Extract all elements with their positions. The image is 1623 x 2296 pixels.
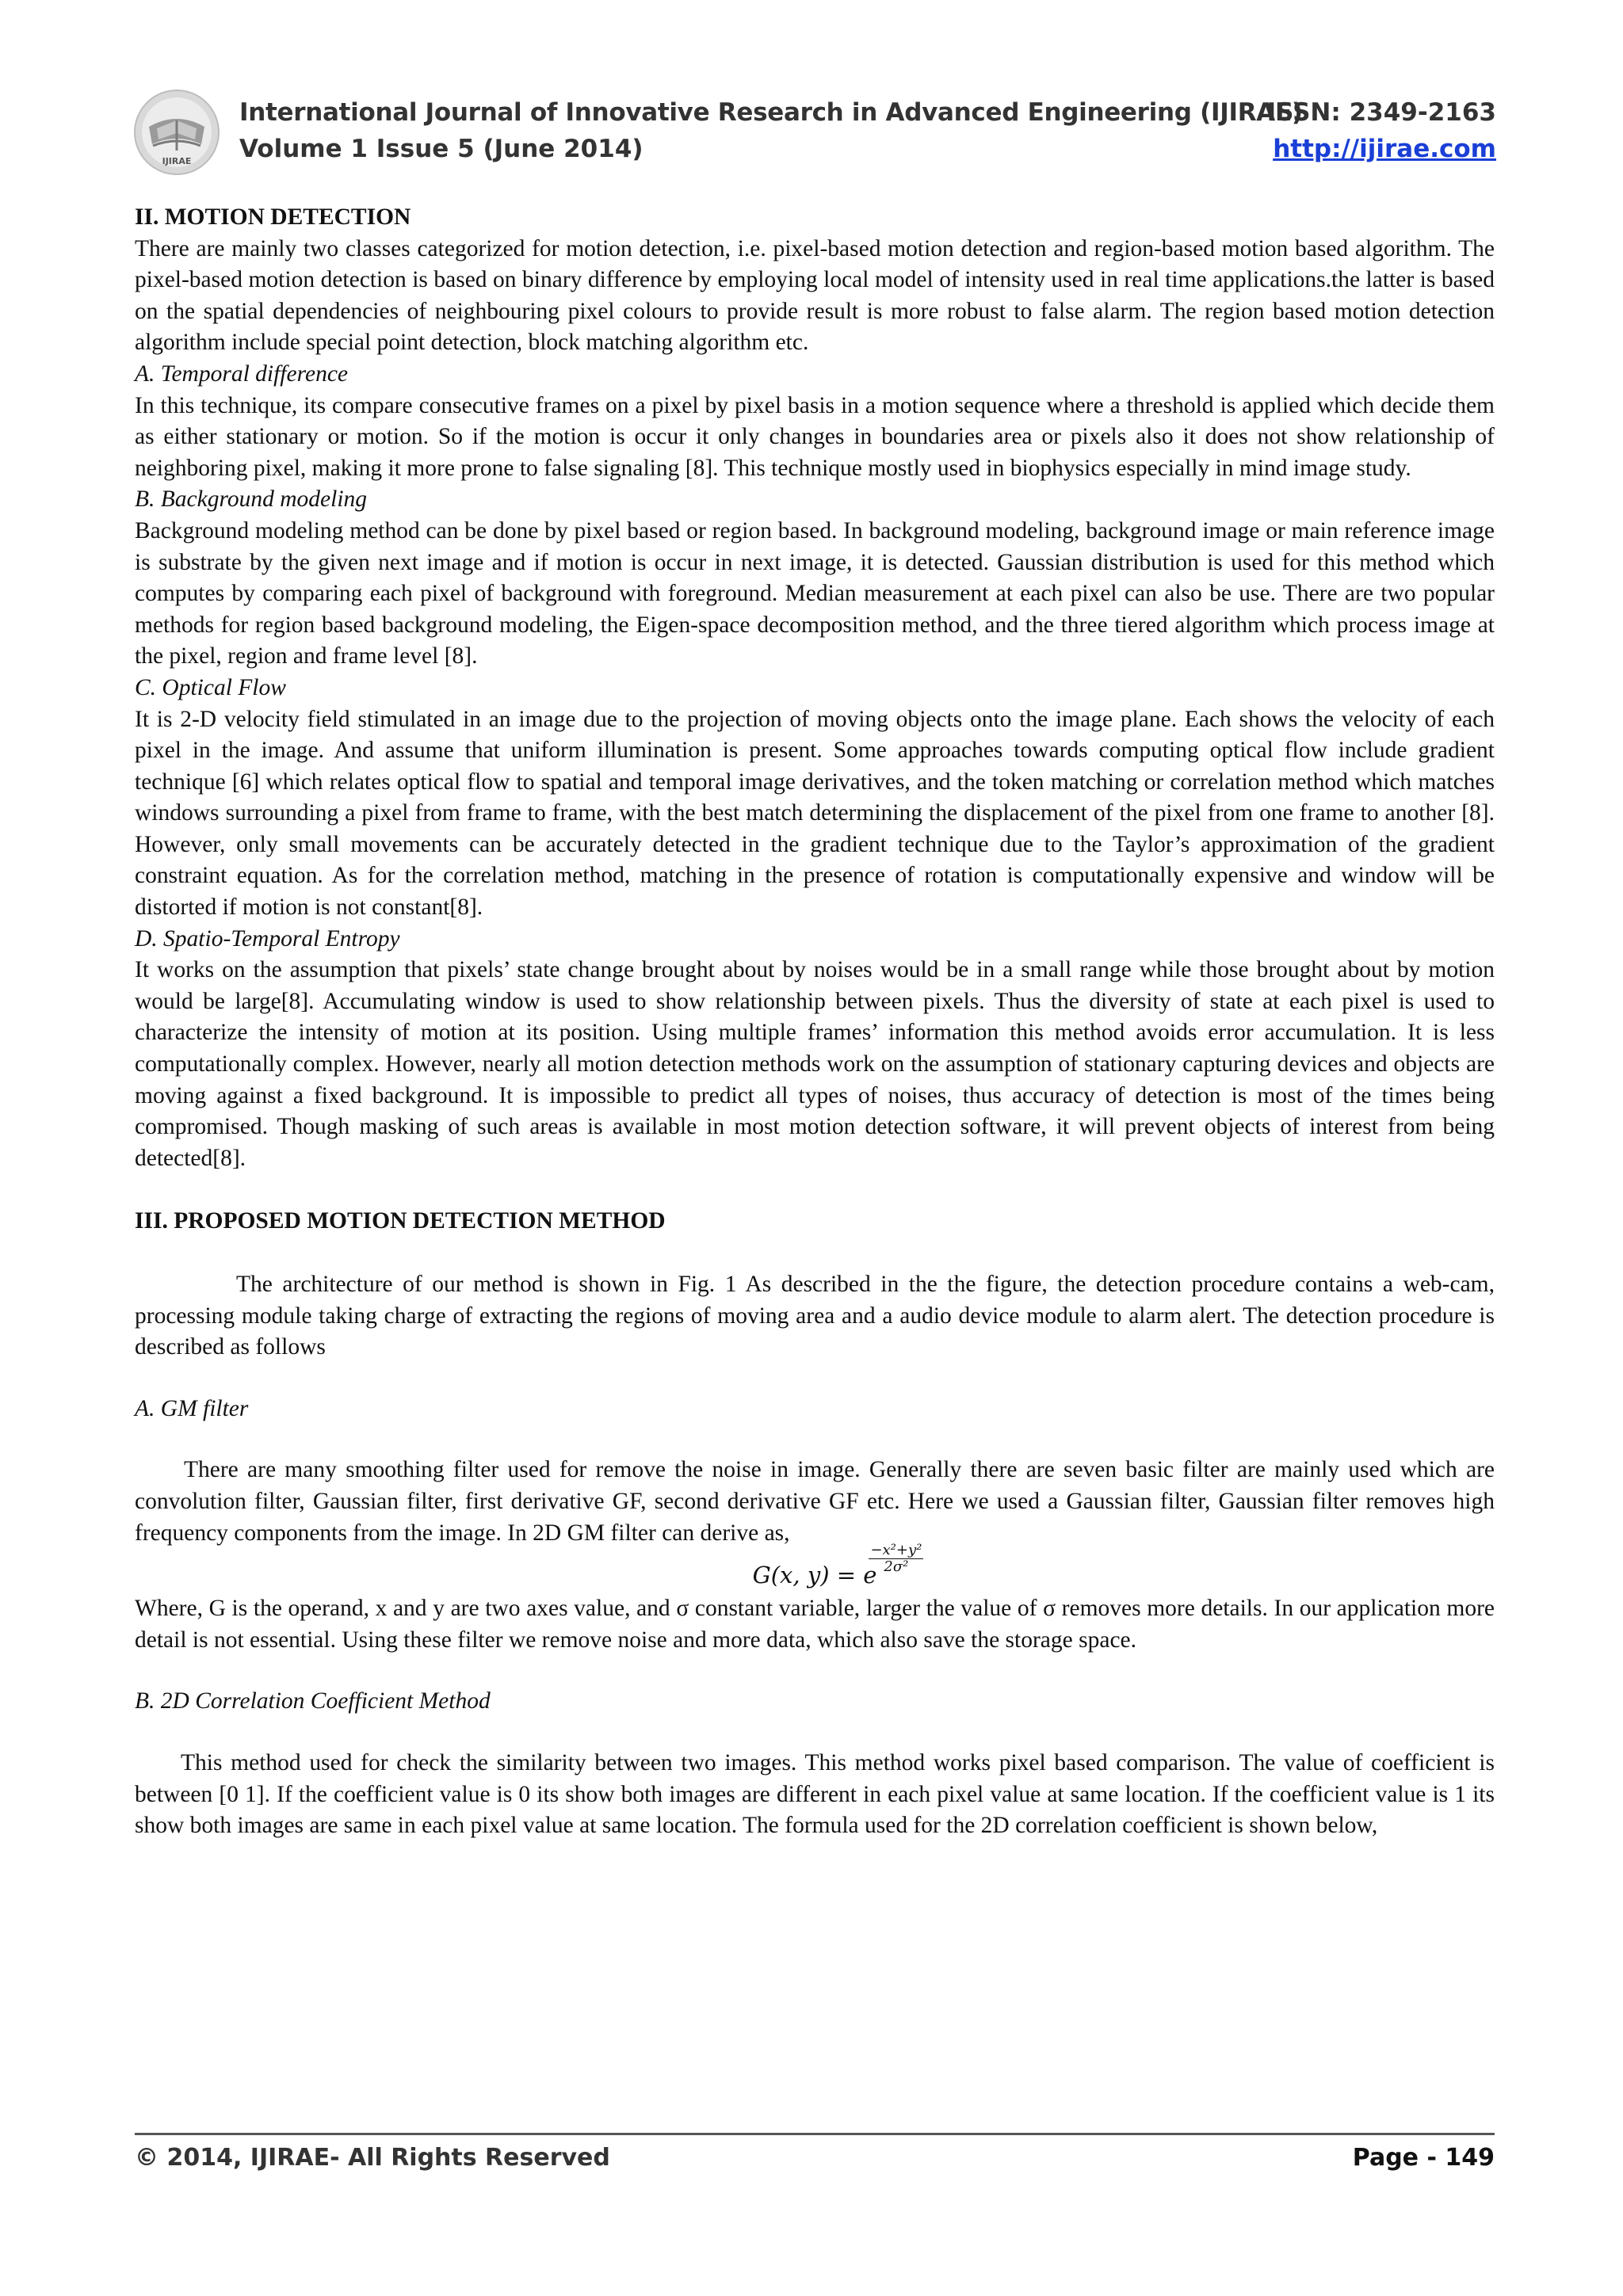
equation-exponent: $\frac{\text{−x²+y²}}{\text{2σ²}}$ bbox=[870, 1542, 922, 1576]
journal-link[interactable]: http://ijirae.com bbox=[1273, 135, 1496, 163]
paragraph-temporal-difference: In this technique, its compare consecutive frames on a pixel by pixel basis in a motion sequence where a threshold is applied which decide them as either stationary or motion. So if the motion is occur it only changes in boundaries area or pixels also it does not show relationship of neighboring pixel, making it more prone to false signaling [8]. This technique mostly used in biophysics especially in mind image study. bbox=[135, 392, 1495, 481]
paragraph-motion-detection-intro: There are mainly two classes categorized for motion detection, i.e. pixel-based motion detection and region-based motion based algorithm. The pixel-based motion detection is based on binary difference by employing local model of intensity used in real time applications.the latter is based on the spatial dependencies of neighbouring pixel colours to provide result is more robust to false alarm. The region based motion detection algorithm include special point detection, block matching algorithm etc. bbox=[135, 235, 1495, 356]
equation-base: G(x, y) = e bbox=[752, 1562, 877, 1589]
subheading-2d-correlation: B. 2D Correlation Coefficient Method bbox=[135, 1688, 491, 1714]
volume-issue: Volume 1 Issue 5 (June 2014) bbox=[239, 135, 643, 163]
journal-title: International Journal of Innovative Research in Advanced Engineering (IJIRAE) bbox=[239, 98, 1303, 127]
subheading-optical-flow: C. Optical Flow bbox=[135, 674, 286, 700]
article-body bbox=[135, 202, 1495, 1842]
copyright-notice: © 2014, IJIRAE- All Rights Reserved bbox=[135, 2144, 610, 2172]
subheading-spatio-temporal-entropy: D. Spatio-Temporal Entropy bbox=[135, 925, 400, 952]
footer-divider bbox=[135, 2133, 1495, 2135]
section-heading-motion-detection: II. MOTION DETECTION bbox=[135, 204, 411, 230]
paragraph-optical-flow: It is 2-D velocity field stimulated in an image due to the projection of moving objects onto the image plane. Each shows the velocity of each pixel in the image. And assume that uniform illumination is present. Some approaches towards computing optical flow include gradient technique [6] which relates optical flow to spatial and temporal image derivatives, and the token matching or correlation method which matches windows surrounding a pixel from frame to frame, with the best match determining the displacement of the pixel from one frame to another [8]. However, only small movements can be accurately detected in the gradient technique due to the Taylor’s approximation of the gradient constraint equation. As for the correlation method, matching in the presence of rotation is computationally expensive and window will be distorted if motion is not constant[8]. bbox=[135, 706, 1495, 921]
gaussian-equation bbox=[135, 1542, 1495, 1593]
paragraph-spatio-temporal-entropy: It works on the assumption that pixels’ state change brought about by noises would be in a small range while those brought about by motion would be large[8]. Accumulating window is used to show relationship between pixels. Thus the diversity of state at each pixel is used to characterize the intensity of motion at its position. Using multiple frames’ information this method avoids error accumulation. It is less computationally complex. However, nearly all motion detection methods work on the assumption of stationary capturing devices and objects are moving against a fixed background. It is impossible to predict all types of noises, thus accuracy of detection is most of the times being compromised. Though masking of such areas is available in most motion detection software, it will prevent objects of interest from being detected[8]. bbox=[135, 957, 1495, 1171]
subheading-background-modeling: B. Background modeling bbox=[135, 486, 368, 513]
paragraph-background-modeling: Background modeling method can be done by pixel based or region based. In background modeling, background image or main reference image is substrate by the given next image and if motion is occur in next image, it is detected. Gaussian distribution is used for this method which computes by comparing each pixel of background with foreground. Median measurement at each pixel can also be use. There are two popular methods for region based background modeling, the Eigen-space decomposition method, and the three tiered algorithm which process image at the pixel, region and frame level [8]. bbox=[135, 517, 1495, 669]
subheading-temporal-difference: A. Temporal difference bbox=[135, 360, 349, 387]
paragraph-proposed-intro: The architecture of our method is shown in Fig. 1 As described in the the figure, the detection procedure contains a web-cam, processing module taking charge of extracting the regions of moving area and a audio device module to alarm alert. The detection procedure is described as follows bbox=[135, 1272, 1495, 1360]
issn: ISSN: 2349-2163 bbox=[1266, 98, 1496, 127]
section-heading-proposed-method: III. PROPOSED MOTION DETECTION METHOD bbox=[135, 1208, 666, 1234]
paragraph-equation-explanation: Where, G is the operand, x and y are two axes value, and σ constant variable, larger the value of σ removes more details. In our application more detail is not essential. Using these filter we remove noise and more data, which also save the storage space. bbox=[135, 1596, 1495, 1653]
svg-text:IJIRAE: IJIRAE bbox=[162, 156, 192, 166]
ijirae-logo-icon bbox=[133, 89, 220, 176]
subheading-gm-filter: A. GM filter bbox=[135, 1395, 249, 1421]
journal-header bbox=[133, 89, 1496, 176]
paragraph-2d-correlation: This method used for check the similarity between two images. This method works pixel based comparison. The value of coefficient is between [0 1]. If the coefficient value is 0 its show both images are different in each pixel value at same location. If the coefficient value is 1 its show both images are same in each pixel value at same location. The formula used for the 2D correlation coefficient is shown below, bbox=[135, 1749, 1495, 1839]
page-number: Page - 149 bbox=[1352, 2144, 1495, 2172]
paragraph-gm-filter: There are many smoothing filter used for remove the noise in image. Generally there are seven basic filter are mainly used which are convolution filter, Gaussian filter, first derivative GF, second derivative GF etc. Here we used a Gaussian filter, Gaussian filter removes high frequency components from the image. In 2D GM filter can derive as, bbox=[135, 1457, 1495, 1546]
